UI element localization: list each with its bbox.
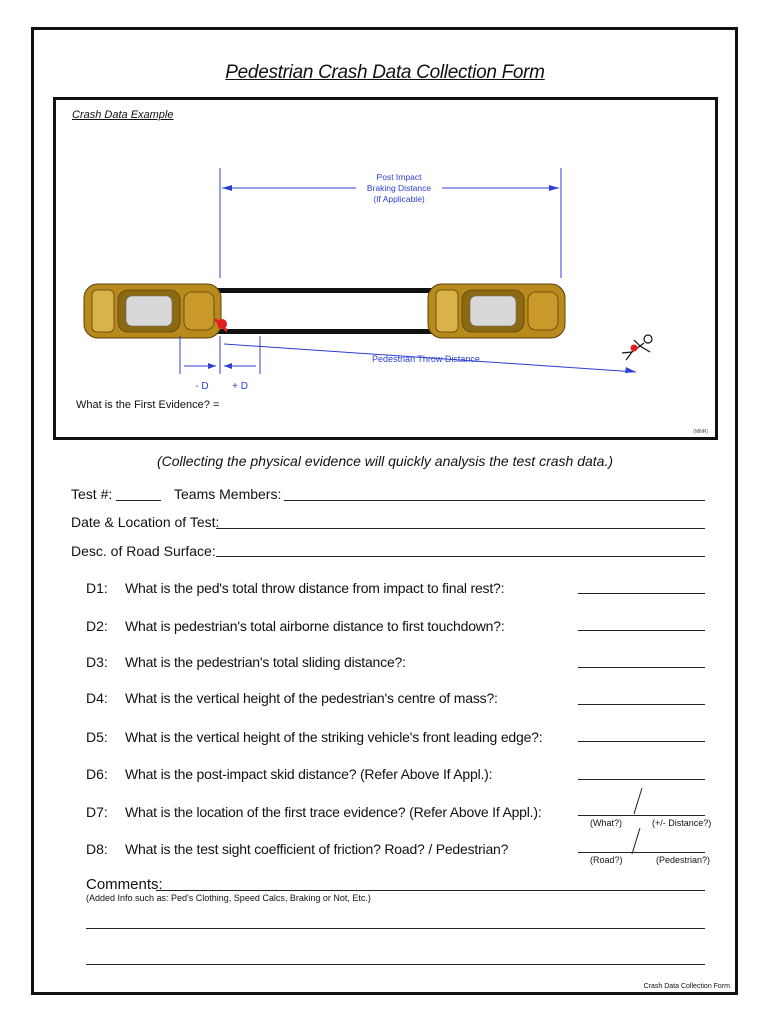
question-text: What is the vertical height of the striking vehicle's front leading edge?:: [125, 729, 543, 745]
braking-label-3: (If Applicable): [373, 194, 425, 204]
question-code: D7:: [86, 804, 108, 820]
braking-arrowhead-left: [222, 185, 232, 191]
question-code: D1:: [86, 580, 108, 596]
collecting-note: (Collecting the physical evidence will quickly analysis the test crash data.): [157, 453, 613, 469]
question-text: What is the post-impact skid distance? (Refer Above If Appl.):: [125, 766, 493, 782]
throw-arrowhead: [625, 367, 636, 373]
crash-diagram: [56, 100, 715, 437]
question-code: D2:: [86, 618, 108, 634]
d7-divider-slash: [628, 786, 648, 816]
test-number-field[interactable]: [116, 500, 161, 501]
date-location-label: Date & Location of Test:: [71, 514, 220, 530]
braking-arrowhead-right: [549, 185, 559, 191]
answer-d3-field[interactable]: [578, 667, 705, 668]
date-location-field[interactable]: [216, 528, 705, 529]
test-number-label: Test #:: [71, 486, 113, 502]
d7-distance-label: (+/- Distance?): [652, 818, 712, 828]
answer-d2-field[interactable]: [578, 630, 705, 631]
crash-data-example-box: [53, 97, 718, 440]
question-code: D6:: [86, 766, 108, 782]
question-text: What is the ped's total throw distance from impact to final rest?:: [125, 580, 505, 596]
comments-note: (Added Info such as: Ped's Clothing, Speed Calcs, Braking or Not, Etc.): [86, 893, 371, 903]
question-text: What is the pedestrian's total sliding distance?:: [125, 654, 406, 670]
answer-d1-field[interactable]: [578, 593, 705, 594]
credit-label: (MNR): [693, 429, 708, 435]
throw-label: Pedestrian Throw Distance: [372, 354, 480, 364]
comments-field-line-3[interactable]: [86, 964, 705, 965]
car-at-rest: [428, 284, 565, 338]
minus-d-label: - D: [195, 381, 209, 392]
plus-d-label: + D: [232, 381, 248, 392]
answer-d4-field[interactable]: [578, 704, 705, 705]
example-label: Crash Data Example: [72, 109, 174, 121]
question-text: What is the location of the first trace evidence? (Refer Above If Appl.):: [125, 804, 542, 820]
question-code: D4:: [86, 690, 108, 706]
question-text: What is pedestrian's total airborne distance to first touchdown?:: [125, 618, 505, 634]
road-surface-label: Desc. of Road Surface:: [71, 543, 216, 559]
teams-members-label: Teams Members:: [174, 486, 282, 502]
braking-label-2: Braking Distance: [366, 183, 432, 193]
comments-field-line-2[interactable]: [86, 928, 705, 929]
braking-label-1: Post Impact: [376, 172, 422, 182]
car-at-impact: [84, 284, 221, 338]
skid-mark-top: [216, 288, 432, 293]
d7-what-label: (What?): [590, 818, 623, 828]
form-title: Pedestrian Crash Data Collection Form: [225, 62, 545, 83]
answer-d5-field[interactable]: [578, 741, 705, 742]
question-code: D5:: [86, 729, 108, 745]
question-text: What is the test sight coefficient of friction? Road? / Pedestrian?: [125, 841, 509, 857]
comments-label: Comments:: [86, 876, 163, 893]
road-surface-field[interactable]: [216, 556, 705, 557]
d8-road-label: (Road?): [590, 855, 623, 865]
question-code: D3:: [86, 654, 108, 670]
d8-divider-slash: [626, 826, 646, 856]
question-text: What is the vertical height of the pedestrian's centre of mass?:: [125, 690, 498, 706]
footer-label: Crash Data Collection Form: [643, 983, 730, 990]
teams-members-field[interactable]: [284, 500, 705, 501]
question-code: D8:: [86, 841, 108, 857]
comments-field-line-1[interactable]: [156, 890, 705, 891]
d8-pedestrian-label: (Pedestrian?): [656, 855, 711, 865]
pedestrian-figure: [622, 335, 652, 360]
answer-d6-field[interactable]: [578, 779, 705, 780]
first-evidence-label: What is the First Evidence? =: [76, 399, 220, 411]
skid-mark-bottom: [216, 329, 432, 334]
